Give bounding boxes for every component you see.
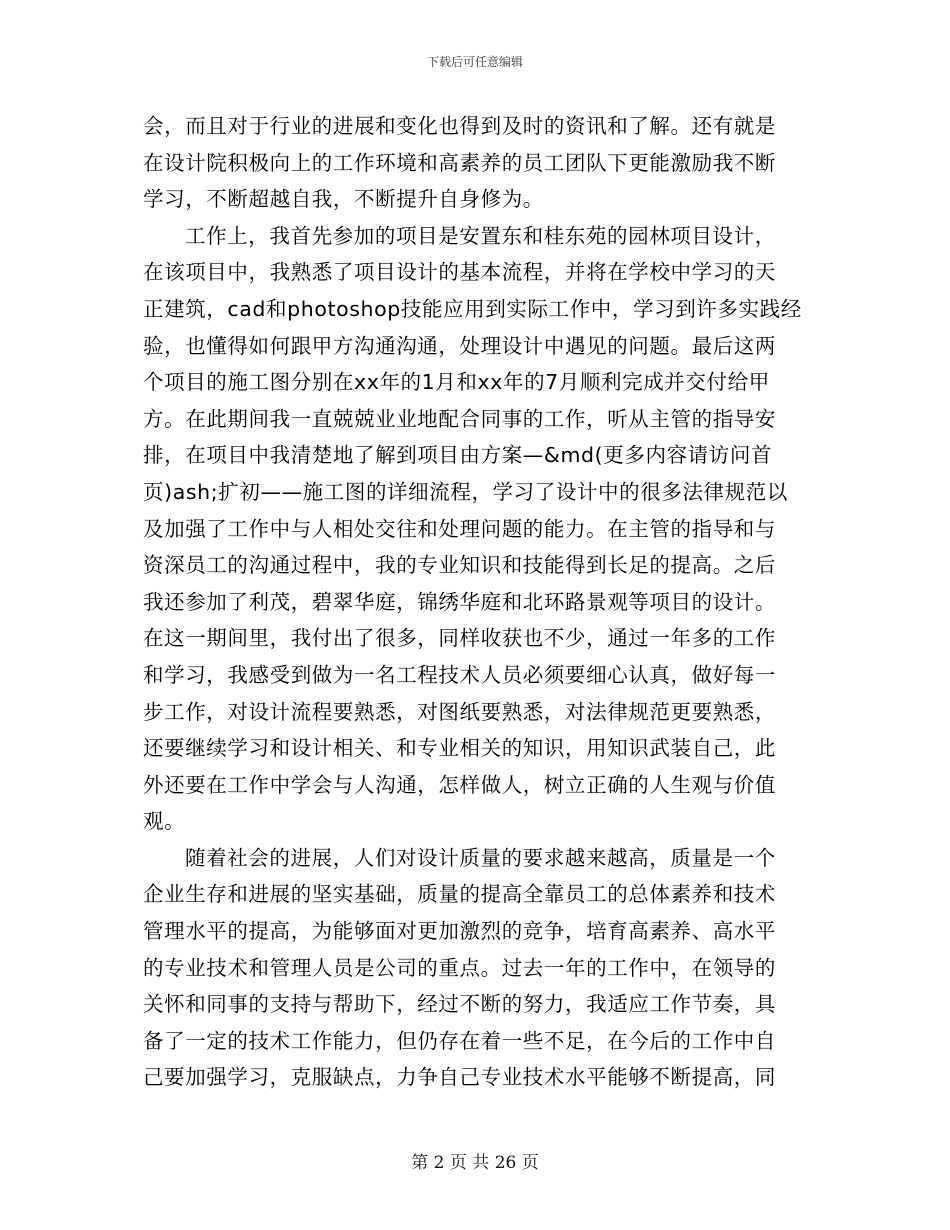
text-line: 正建筑，cad和photoshop技能应用到实际工作中，学习到许多实践经 bbox=[143, 296, 802, 321]
text-line: 在这一期间里，我付出了很多，同样收获也不少，通过一年多的工作 bbox=[143, 626, 776, 651]
text-line: 方。在此期间我一直兢兢业业地配合同事的工作，听从主管的指导安 bbox=[143, 406, 776, 431]
text-line: 外还要在工作中学会与人沟通，怎样做人，树立正确的人生观与价值 bbox=[143, 772, 776, 797]
paragraph-start-line: 随着社会的进展，人们对设计质量的要求越来越高，质量是一个 bbox=[185, 845, 776, 870]
text-line: 资深员工的沟通过程中，我的专业知识和技能得到长足的提高。之后 bbox=[143, 553, 776, 578]
text-line: 步工作，对设计流程要熟悉，对图纸要熟悉，对法律规范更要熟悉， bbox=[143, 699, 776, 724]
text-line: 观。 bbox=[143, 809, 186, 834]
text-line: 企业生存和进展的坚实基础，质量的提高全靠员工的总体素养和技术 bbox=[143, 882, 776, 907]
text-line: 己要加强学习，克服缺点，力争自己专业技术水平能够不断提高，同 bbox=[143, 1065, 776, 1090]
text-line: 备了一定的技术工作能力，但仍存在着一些不足，在今后的工作中自 bbox=[143, 1028, 776, 1053]
text-line: 的专业技术和管理人员是公司的重点。过去一年的工作中，在领导的 bbox=[143, 955, 776, 980]
text-line: 会，而且对于行业的进展和变化也得到及时的资讯和了解。还有就是 bbox=[143, 114, 776, 138]
page-number-footer: 第 2 页 共 26 页 bbox=[411, 1153, 539, 1173]
text-line: 页)ash;扩初——施工图的详细流程，学习了设计中的很多法律规范以 bbox=[143, 479, 788, 504]
text-line: 个项目的施工图分别在xx年的1月和xx年的7月顺利完成并交付给甲 bbox=[143, 370, 770, 395]
text-line: 管理水平的提高，为能够面对更加激烈的竞争，培育高素养、高水平 bbox=[143, 919, 776, 944]
text-line: 还要继续学习和设计相关、和专业相关的知识，用知识武装自己，此 bbox=[143, 736, 776, 761]
document-body bbox=[143, 108, 807, 1096]
text-line: 验，也懂得如何跟甲方沟通沟通，处理设计中遇见的问题。最后这两 bbox=[143, 333, 776, 358]
text-line: 关怀和同事的支持与帮助下，经过不断的努力，我适应工作节奏，具 bbox=[143, 992, 776, 1017]
text-line: 及加强了工作中与人相处交往和处理问题的能力。在主管的指导和与 bbox=[143, 516, 776, 541]
text-line: 排，在项目中我清楚地了解到项目由方案—&md(更多内容请访问首 bbox=[143, 443, 773, 468]
text-line: 在该项目中，我熟悉了项目设计的基本流程，并将在学校中学习的天 bbox=[143, 260, 776, 285]
text-line: 在设计院积极向上的工作环境和高素养的员工团队下更能激励我不断 bbox=[143, 150, 776, 175]
text-line: 和学习，我感受到做为一名工程技术人员必须要细心认真，做好每一 bbox=[143, 662, 776, 687]
text-line: 我还参加了利茂，碧翠华庭，锦绣华庭和北环路景观等项目的设计。 bbox=[143, 589, 776, 614]
page-header: 下载后可任意编辑 bbox=[426, 55, 523, 69]
text-line: 学习，不断超越自我，不断提升自身修为。 bbox=[143, 187, 544, 212]
paragraph-start-line: 工作上，我首先参加的项目是安置东和桂东苑的园林项目设计， bbox=[185, 223, 776, 248]
